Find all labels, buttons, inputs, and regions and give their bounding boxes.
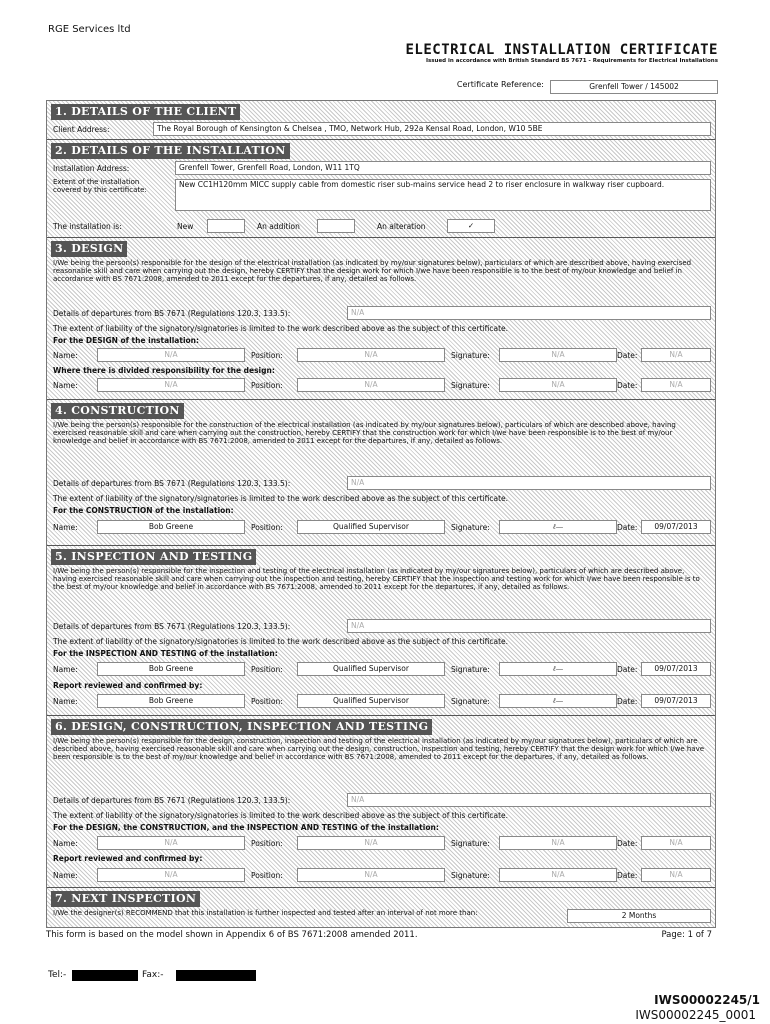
installation-address-label: Installation Address: (53, 164, 130, 173)
construction-paragraph: I/We being the person(s) responsible for the construction of the electrical installation (as indicated by my/our signatures below), particulars of which are described above, having exercised reasonable skill and care when carrying out the construction, hereby CERTIFY that the construction work for which I/we have been responsible is to the best of my/our knowledge and belief in accordance with BS 7671:2008, amended to 2011 except for the departures, if any, detailed as follows. (53, 421, 676, 445)
combined-reviewed-label: Report reviewed and confirmed by: (53, 854, 203, 863)
combined-reviewer-signature-field[interactable]: N/A (499, 868, 617, 882)
installation-is-label: The installation is: (53, 222, 122, 231)
combined-position-label: Position: (251, 839, 283, 848)
installation-address-field[interactable]: Grenfell Tower, Grenfell Road, London, W11 1TQ (175, 161, 711, 175)
client-heading: 1. DETAILS OF THE CLIENT (51, 104, 240, 120)
signature-mark: ℓ— (552, 522, 564, 531)
reviewer-name-field[interactable]: Bob Greene (97, 694, 245, 708)
company-name: RGE Services ltd (48, 24, 131, 35)
construction-departures-field[interactable]: N/A (347, 476, 711, 490)
combined-departures-field[interactable]: N/A (347, 793, 711, 807)
tel-fax-line (48, 970, 66, 980)
design2-position-field[interactable]: N/A (297, 378, 445, 392)
design2-date-field[interactable]: N/A (641, 378, 711, 392)
combined-for-label: For the DESIGN, the CONSTRUCTION, and the INSPECTION AND TESTING of the installation: (53, 823, 439, 832)
document-id-secondary: IWS00002245_0001 (635, 1008, 756, 1022)
inspection-name-label: Name: (53, 665, 78, 674)
reviewer-signature-field[interactable] (499, 694, 617, 708)
design-section (47, 237, 715, 400)
reference-label: Certificate Reference: (456, 80, 544, 89)
combined-liability: The extent of liability of the signatory/signatories is limited to the work described above as the subject of this certificate. (53, 811, 509, 820)
next-inspection-paragraph: I/We the designer(s) RECOMMEND that this installation is further inspected and tested after an interval of not more than: (53, 909, 478, 917)
design-departures-label: Details of departures from BS 7671 (Regulations 120.3, 133.5): (53, 309, 291, 318)
certificate-form (46, 100, 716, 928)
inspection-position-field[interactable]: Qualified Supervisor (297, 662, 445, 676)
design2-signature-field[interactable]: N/A (499, 378, 617, 392)
combined-reviewer-date-field[interactable]: N/A (641, 868, 711, 882)
combined-reviewer-signature-label: Signature: (451, 871, 490, 880)
addition-label: An addition (257, 222, 300, 231)
redaction-bar (72, 970, 138, 981)
design-heading: 3. DESIGN (51, 241, 127, 257)
design-liability: The extent of liability of the signatory/signatories is limited to the work described above as the subject of this certificate. (53, 324, 509, 333)
combined-date-field[interactable]: N/A (641, 836, 711, 850)
redaction-bar (176, 970, 256, 981)
combined-paragraph: I/We being the person(s) responsible for the design, construction, inspection and testing of the electrical installation (as indicated by my/our signatures below), particulars of which are described above, having exercised reasonable skill and care when carrying out the design, construction, inspection and testing, hereby CERTIFY that the design work for which I/we have been responsible is to the best of my/our knowledge and belief in accordance with BS 7671:2008, amended to 2011 except for the departures, if any, detailed as follows. (53, 737, 705, 761)
addition-checkbox[interactable] (317, 219, 355, 233)
inspection-date-label: Date: (617, 665, 638, 674)
construction-date-field[interactable]: 09/07/2013 (641, 520, 711, 534)
extent-field[interactable]: New CC1H120mm MICC supply cable from domestic riser sub-mains service head 2 to riser enclosure in walkway riser cupboard. (175, 179, 711, 211)
design2-position-label: Position: (251, 381, 283, 390)
inspection-signature-label: Signature: (451, 665, 490, 674)
design-name-label: Name: (53, 351, 78, 360)
design-name-field[interactable]: N/A (97, 348, 245, 362)
design-for-label: For the DESIGN of the installation: (53, 336, 200, 345)
combined-departures-label: Details of departures from BS 7671 (Regulations 120.3, 133.5): (53, 796, 291, 805)
signature-mark: ℓ— (552, 664, 564, 673)
inspection-departures-label: Details of departures from BS 7671 (Regulations 120.3, 133.5): (53, 622, 291, 631)
document-id: IWS00002245/1 (654, 993, 760, 1007)
construction-section (47, 399, 715, 546)
reference-value: Grenfell Tower / 145002 (550, 80, 718, 94)
reviewer-signature-label: Signature: (451, 697, 490, 706)
inspection-signature-field[interactable] (499, 662, 617, 676)
alteration-checkbox[interactable] (447, 219, 495, 233)
combined-heading: 6. DESIGN, CONSTRUCTION, INSPECTION AND TESTING (51, 719, 432, 735)
combined-reviewer-name-label: Name: (53, 871, 78, 880)
client-address-label: Client Address: (53, 125, 110, 134)
combined-section (47, 715, 715, 888)
reviewer-date-label: Date: (617, 697, 638, 706)
combined-reviewer-position-field[interactable]: N/A (297, 868, 445, 882)
combined-reviewer-name-field[interactable]: N/A (97, 868, 245, 882)
inspection-section (47, 545, 715, 716)
construction-departures-label: Details of departures from BS 7671 (Regulations 120.3, 133.5): (53, 479, 291, 488)
combined-date-label: Date: (617, 839, 638, 848)
combined-reviewer-date-label: Date: (617, 871, 638, 880)
construction-heading: 4. CONSTRUCTION (51, 403, 184, 419)
inspection-paragraph: I/We being the person(s) responsible for the inspection and testing of the electrical installation (as indicated by my/our signatures below), particulars of which are described above, having exercised reasonable skill and care when carrying out the inspection and testing, hereby CERTIFY that the inspection and testing work for which I/we have been responsible is to the best of my/our knowledge and belief in accordance with BS 7671:2008, amended to 2011 except for the departures, if any, detailed as follows. (53, 567, 700, 591)
extent-label: Extent of the installation covered by this certificate: (53, 178, 147, 194)
construction-date-label: Date: (617, 523, 638, 532)
inspection-date-field[interactable]: 09/07/2013 (641, 662, 711, 676)
inspection-heading: 5. INSPECTION AND TESTING (51, 549, 256, 565)
construction-position-label: Position: (251, 523, 283, 532)
next-inspection-heading: 7. NEXT INSPECTION (51, 891, 200, 907)
design-date-label: Date: (617, 351, 638, 360)
fax-label: Fax:- (142, 970, 164, 980)
combined-name-field[interactable]: N/A (97, 836, 245, 850)
combined-reviewer-position-label: Position: (251, 871, 283, 880)
construction-for-label: For the CONSTRUCTION of the installation: (53, 506, 234, 515)
divided-responsibility-label: Where there is divided responsibility for the design: (53, 366, 275, 375)
construction-signature-field[interactable] (499, 520, 617, 534)
page-number: Page: 1 of 7 (661, 930, 712, 940)
combined-name-label: Name: (53, 839, 78, 848)
construction-name-label: Name: (53, 523, 78, 532)
combined-signature-label: Signature: (451, 839, 490, 848)
inspection-for-label: For the INSPECTION AND TESTING of the installation: (53, 649, 278, 658)
new-label: New (177, 222, 194, 231)
next-inspection-section (47, 887, 715, 928)
certificate-title: ELECTRICAL INSTALLATION CERTIFICATE (405, 42, 718, 58)
alteration-label: An alteration (377, 222, 426, 231)
design-position-label: Position: (251, 351, 283, 360)
inspection-reviewed-label: Report reviewed and confirmed by: (53, 681, 203, 690)
design2-name-field[interactable]: N/A (97, 378, 245, 392)
reviewer-date-field[interactable]: 09/07/2013 (641, 694, 711, 708)
certificate-subtitle: Issued in accordance with British Standard BS 7671 - Requirements for Electrical Installations (425, 58, 718, 64)
combined-signature-field[interactable]: N/A (499, 836, 617, 850)
next-inspection-interval-field[interactable]: 2 Months (567, 909, 711, 923)
design-paragraph: I/We being the person(s) responsible for the design of the electrical installation (as indicated by my/our signatures below), particulars of which are described above, having exercised reasonable skill and care when carrying out the design, hereby CERTIFY that the design work for which I/we have been responsible is to the best of my/our knowledge and belief in accordance with BS 7671:2008, amended to 2011 except for the departures, if any, detailed as follows. (53, 259, 692, 283)
reviewer-position-label: Position: (251, 697, 283, 706)
reviewer-name-label: Name: (53, 697, 78, 706)
tick-mark: ✓ (467, 221, 475, 230)
construction-position-field[interactable]: Qualified Supervisor (297, 520, 445, 534)
design2-date-label: Date: (617, 381, 638, 390)
inspection-name-field[interactable]: Bob Greene (97, 662, 245, 676)
inspection-liability: The extent of liability of the signatory/signatories is limited to the work described above as the subject of this certificate. (53, 637, 509, 646)
construction-name-field[interactable]: Bob Greene (97, 520, 245, 534)
reviewer-position-field[interactable]: Qualified Supervisor (297, 694, 445, 708)
design2-signature-label: Signature: (451, 381, 490, 390)
installation-heading: 2. DETAILS OF THE INSTALLATION (51, 143, 290, 159)
design-signature-field[interactable]: N/A (499, 348, 617, 362)
tel-label: Tel:- (48, 970, 67, 980)
design-departures-field[interactable]: N/A (347, 306, 711, 320)
construction-signature-label: Signature: (451, 523, 490, 532)
inspection-position-label: Position: (251, 665, 283, 674)
combined-position-field[interactable]: N/A (297, 836, 445, 850)
new-checkbox[interactable] (207, 219, 245, 233)
client-address-field[interactable]: The Royal Borough of Kensington & Chelsea , TMO, Network Hub, 292a Kensal Road, London, W10 5BE (153, 122, 711, 136)
design-date-field[interactable]: N/A (641, 348, 711, 362)
construction-liability: The extent of liability of the signatory/signatories is limited to the work described above as the subject of this certificate. (53, 494, 509, 503)
inspection-departures-field[interactable]: N/A (347, 619, 711, 633)
design2-name-label: Name: (53, 381, 78, 390)
design-position-field[interactable]: N/A (297, 348, 445, 362)
installation-section (47, 139, 715, 238)
signature-mark: ℓ— (552, 696, 564, 705)
footer-note: This form is based on the model shown in Appendix 6 of BS 7671:2008 amended 2011. (46, 930, 418, 940)
design-signature-label: Signature: (451, 351, 490, 360)
client-section (47, 101, 715, 139)
